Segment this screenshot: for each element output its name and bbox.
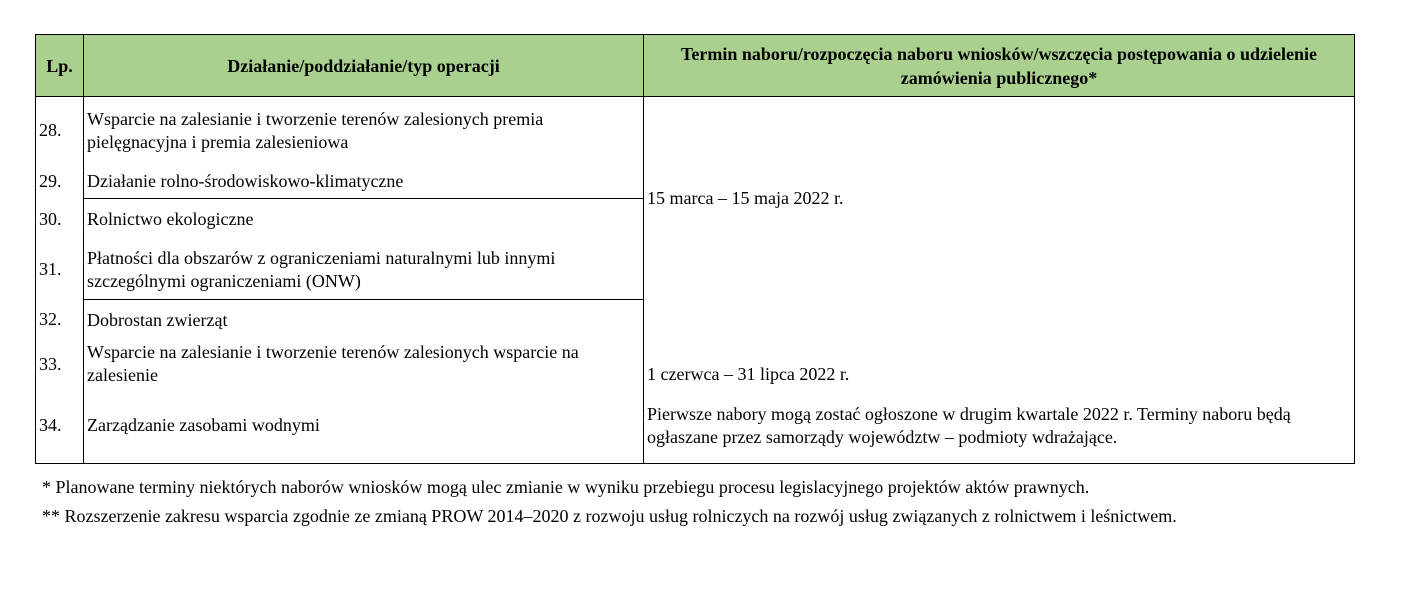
term-cell-group1: 15 marca – 15 maja 2022 r. bbox=[644, 97, 1355, 300]
row-number: 32. bbox=[36, 300, 84, 341]
row-number: 30. bbox=[36, 199, 84, 241]
header-action: Działanie/poddziałanie/typ operacji bbox=[84, 35, 644, 97]
row-action: Płatności dla obszarów z ograniczeniami naturalnymi lub innymi szczególnymi ograniczeniami (ONW) bbox=[84, 240, 644, 300]
table-row bbox=[36, 97, 1355, 165]
row-action: Działanie rolno-środowiskowo-klimatyczne bbox=[84, 164, 644, 199]
row-number: 29. bbox=[36, 164, 84, 199]
term-cell-group3: Pierwsze nabory mogą zostać ogłoszone w drugim kwartale 2022 r. Terminy naboru będą ogłaszane przez samorządy województw – podmioty wdrażające. bbox=[644, 388, 1355, 464]
row-action: Wsparcie na zalesianie i tworzenie terenów zalesionych wsparcie na zalesienie bbox=[84, 340, 644, 388]
header-lp: Lp. bbox=[36, 35, 84, 97]
row-number: 31. bbox=[36, 240, 84, 300]
recruitment-schedule-table bbox=[35, 34, 1355, 464]
table-header-row bbox=[36, 35, 1355, 97]
row-action: Rolnictwo ekologiczne bbox=[84, 199, 644, 241]
row-action: Dobrostan zwierząt bbox=[84, 300, 644, 341]
row-number: 34. bbox=[36, 388, 84, 464]
row-action: Zarządzanie zasobami wodnymi bbox=[84, 388, 644, 464]
table-row bbox=[36, 388, 1355, 464]
footnote-double-asterisk: ** Rozszerzenie zakresu wsparcia zgodnie ze zmianą PROW 2014–2020 z rozwoju usług rolniczych na rozwój usług związanych z rolnictwem i leśnictwem. bbox=[42, 506, 1177, 526]
footnotes bbox=[42, 473, 1177, 531]
row-action: Wsparcie na zalesianie i tworzenie terenów zalesionych premia pielęgnacyjna i premia zalesieniowa bbox=[84, 97, 644, 165]
table-row bbox=[36, 300, 1355, 341]
footnote-asterisk: * Planowane terminy niektórych naborów wniosków mogą ulec zmianie w wyniku przebiegu procesu legislacyjnego projektów aktów prawnych. bbox=[42, 477, 1090, 497]
row-number: 28. bbox=[36, 97, 84, 165]
row-number: 33. bbox=[36, 340, 84, 388]
header-term: Termin naboru/rozpoczęcia naboru wniosków/wszczęcia postępowania o udzielenie zamówienia publicznego* bbox=[644, 35, 1355, 97]
term-cell-group2: 1 czerwca – 31 lipca 2022 r. bbox=[644, 300, 1355, 389]
